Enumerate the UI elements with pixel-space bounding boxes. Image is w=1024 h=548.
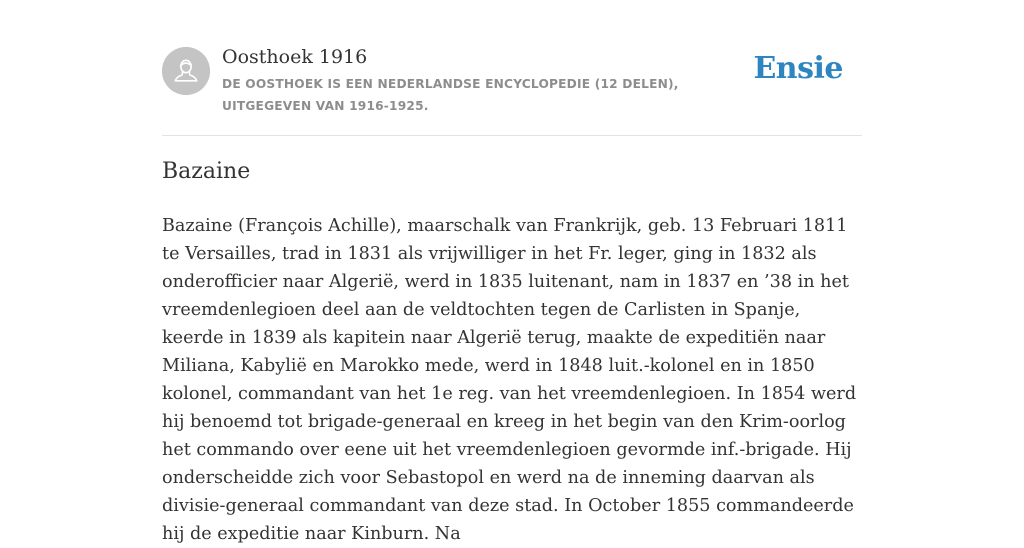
article-body: Bazaine (François Achille), maarschalk van Frankrijk, geb. 13 Februari 1811 te Versailles, trad in 1831 als vrijwilliger in het Fr. leger, ging in 1832 als onderofficier naar Algerië, werd in 1835 luitenant, nam in 1837 en ’38 in het vreemdenlegioen deel aan de veldtochten tegen de Carlisten in Spanje, keerde in 1839 als kapitein naar Algerië terug, maakte de expeditiën naar Miliana, Kabylië en Marokko mede, werd in 1848 luit.-kolonel en in 1850 kolonel, commandant van het 1e reg. van het vreemdenlegioen. In 1854 werd hij benoemd tot brigade-generaal en kreeg in het begin van den Krim-oorlog het commando over eene uit het vreemdenlegioen gevormde inf.-brigade. Hij onderscheidde zich voor Sebastopol en werd na de inneming daarvan als divisie-generaal commandant van deze stad. In October 1855 commandeerde hij de expeditie naar Kinburn. Na [162,216,857,544]
source-header [162,44,862,136]
ensie-logo[interactable]: Ensie [753,51,843,86]
user-icon[interactable] [162,47,210,95]
source-description: DE OOSTHOEK IS EEN NEDERLANDSE ENCYCLOPEDIE (12 DELEN), UITGEGEVEN VAN 1916-1925. [222,77,679,113]
source-title[interactable]: Oosthoek 1916 [222,46,368,68]
article-title: Bazaine [162,159,251,184]
user-icon-graphic [162,47,210,95]
divider [162,135,862,136]
